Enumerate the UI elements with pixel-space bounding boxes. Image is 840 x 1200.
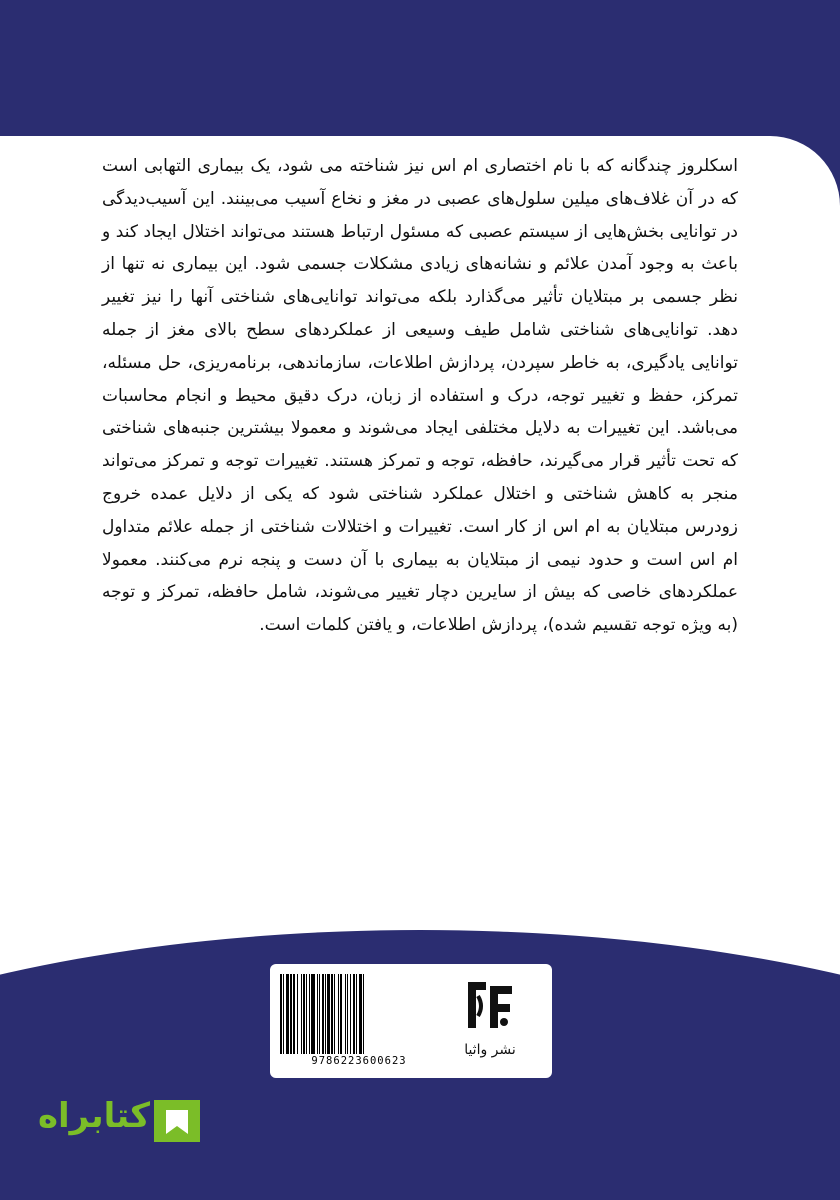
watermark-text: کتابراه (37, 1096, 150, 1136)
publisher-name: نشر واثیا (464, 1042, 516, 1058)
isbn-number: 9786223600623 (311, 1055, 407, 1067)
bookmark-logo-icon (150, 1094, 204, 1148)
publisher-logo-icon (460, 976, 520, 1036)
barcode-panel (270, 964, 552, 1078)
barcode (280, 974, 438, 1054)
back-cover-text: اسکلروز چندگانه که با نام اختصاری ام اس نیز شناخته می شود، یک بیماری التهابی است که در آن غلاف‌های میلین سلول‌های عصبی در مغز و نخاع آسیب می‌بینند. این آسیب‌دیدگی در توانایی بخش‌هایی از سیستم عصبی که مسئول ارتباط هستند می‌تواند اختلال ایجاد کند و باعث به وجود آمدن علائم و نشانه‌های زیادی مشکلات جسمی شود. این بیماری نه تنها از نظر جسمی بر مبتلایان تأثیر می‌گذارد بلکه می‌تواند توانایی‌های شناختی آنها را نیز تغییر دهد. توانایی‌های شناختی شامل طیف وسیعی از عملکردهای سطح بالای مغز از جمله توانایی یادگیری، به خاطر سپردن، پردازش اطلاعات، سازماندهی، برنامه‌ریزی، حل مسئله، تمرکز، حفظ و تغییر توجه، درک و استفاده از زبان، درک دقیق محیط و انجام محاسبات می‌باشد. این تغییرات به دلایل مختلفی ایجاد می‌شوند و معمولا بیشترین جنبه‌های شناختی که تحت تأثیر قرار می‌گیرند، حافظه، توجه و تمرکز هستند. تغییرات توجه و تمرکز می‌تواند منجر به کاهش شناختی و اختلال عملکرد شناختی شود که یکی از دلایل عمده خروج زودرس مبتلایان به ام اس از کار است. تغییرات و اختلالات شناختی از جمله علائم متداول ام اس است و حدود نیمی از مبتلایان به بیماری با آن دست و پنجه نرم می‌کنند. معمولا عملکردهای خاصی که بیش از سایرین دچار تغییر می‌شوند، شامل حافظه، تمرکز و توجه (به ویژه توجه تقسیم شده)، پردازش اطلاعات، و یافتن کلمات است. (102, 156, 738, 636)
barcode-bar (364, 974, 366, 1054)
